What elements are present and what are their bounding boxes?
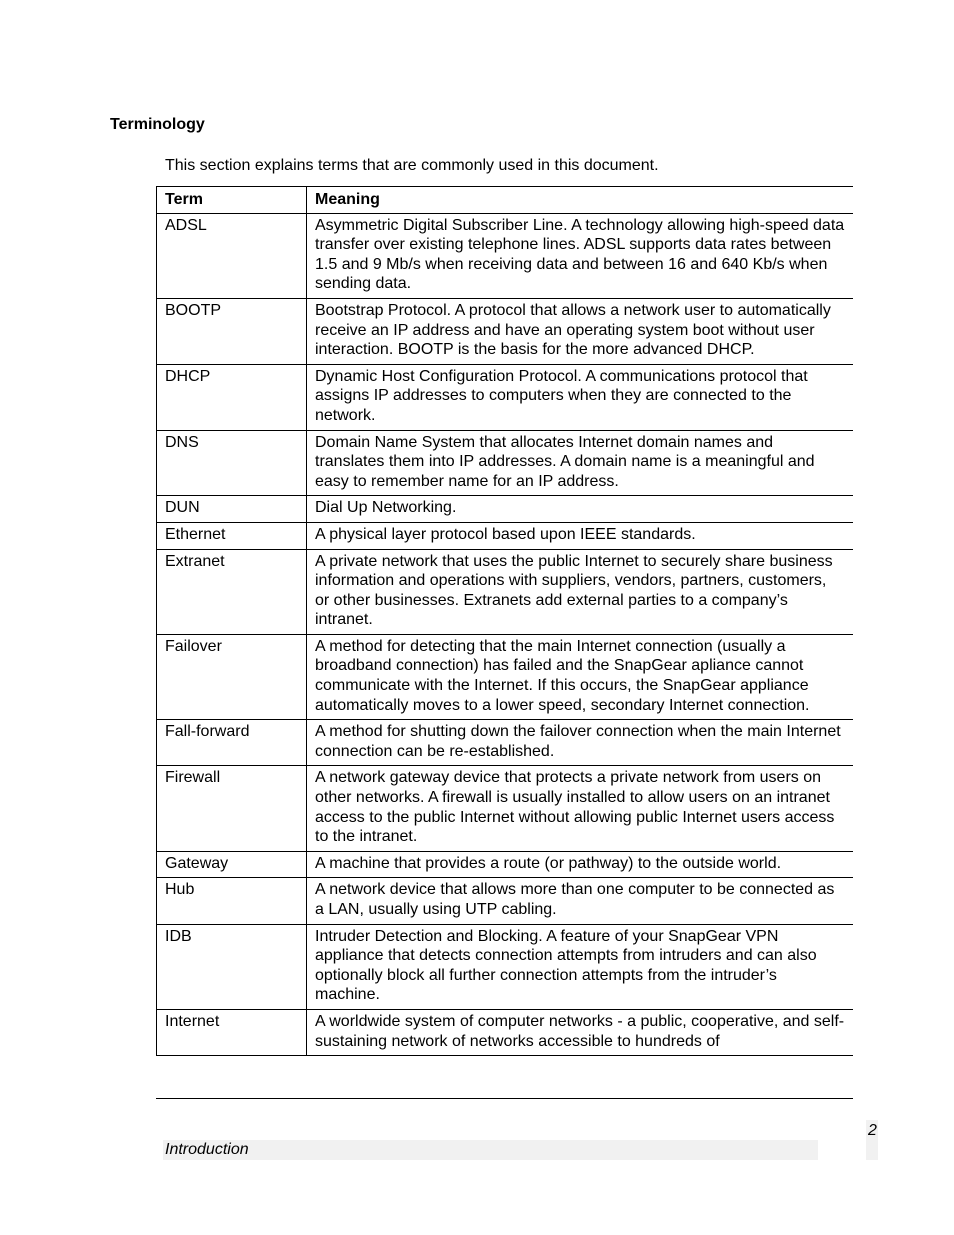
- term-cell: IDB: [157, 924, 307, 1009]
- meaning-cell: A method for shutting down the failover connection when the main Internet connection can be re-established.: [307, 720, 854, 766]
- table-row: [157, 720, 854, 766]
- table-row: [157, 213, 854, 298]
- footer-chapter: Introduction: [165, 1141, 249, 1158]
- page-number: 2: [868, 1122, 877, 1139]
- table-row: [157, 851, 854, 878]
- header-meaning: Meaning: [307, 187, 854, 214]
- term-cell: ADSL: [157, 213, 307, 298]
- term-cell: DUN: [157, 496, 307, 523]
- term-cell: Firewall: [157, 766, 307, 851]
- term-cell: Gateway: [157, 851, 307, 878]
- meaning-cell: A private network that uses the public Internet to securely share business information and operations with suppliers, vendors, partners, customers, or other businesses. Extranets add external parties to a company’s intranet.: [307, 549, 854, 634]
- terminology-table-container: [156, 186, 853, 1099]
- term-cell: Internet: [157, 1009, 307, 1055]
- meaning-cell: A network device that allows more than one computer to be connected as a LAN, usually using UTP cabling.: [307, 878, 854, 924]
- header-term: Term: [157, 187, 307, 214]
- table-row: [157, 522, 854, 549]
- table-row: [157, 364, 854, 430]
- meaning-cell: Bootstrap Protocol. A protocol that allows a network user to automatically receive an IP address and have an operating system boot without user interaction. BOOTP is the basis for the more advanced DHCP.: [307, 298, 854, 364]
- table-row: [157, 766, 854, 851]
- table-header-row: [157, 187, 854, 214]
- meaning-cell: Intruder Detection and Blocking. A feature of your SnapGear VPN appliance that detects connection attempts from intruders and can also optionally block all further connection attempts from the intruder’s machine.: [307, 924, 854, 1009]
- meaning-cell: A method for detecting that the main Internet connection (usually a broadband connection) has failed and the SnapGear apliance cannot communicate with the Internet. If this occurs, the SnapGear appliance automatically moves to a lower speed, secondary Internet connection.: [307, 634, 854, 719]
- table-row: [157, 496, 854, 523]
- section-intro: This section explains terms that are commonly used in this document.: [165, 157, 659, 174]
- term-cell: Extranet: [157, 549, 307, 634]
- table-row: [157, 878, 854, 924]
- table-row: [157, 634, 854, 719]
- term-cell: Hub: [157, 878, 307, 924]
- footer-bar: [163, 1140, 818, 1160]
- meaning-cell: Dynamic Host Configuration Protocol. A communications protocol that assigns IP addresses to computers when they are connected to the network.: [307, 364, 854, 430]
- meaning-cell: Dial Up Networking.: [307, 496, 854, 523]
- term-cell: Fall-forward: [157, 720, 307, 766]
- meaning-cell: A physical layer protocol based upon IEEE standards.: [307, 522, 854, 549]
- meaning-cell: Domain Name System that allocates Internet domain names and translates them into IP addresses. A domain name is a meaningful and easy to remember name for an IP address.: [307, 430, 854, 496]
- table-row: [157, 549, 854, 634]
- meaning-cell: A machine that provides a route (or pathway) to the outside world.: [307, 851, 854, 878]
- table-row: [157, 924, 854, 1009]
- table-row: [157, 430, 854, 496]
- section-title: Terminology: [110, 116, 205, 133]
- term-cell: BOOTP: [157, 298, 307, 364]
- term-cell: DHCP: [157, 364, 307, 430]
- meaning-cell: A network gateway device that protects a private network from users on other networks. A firewall is usually installed to allow users on an intranet access to the public Internet without allowing public Internet users access to the intranet.: [307, 766, 854, 851]
- meaning-cell: Asymmetric Digital Subscriber Line. A technology allowing high-speed data transfer over existing telephone lines. ADSL supports data rates between 1.5 and 9 Mb/s when receiving data and between 16 and 640 Kb/s when sending data.: [307, 213, 854, 298]
- term-cell: DNS: [157, 430, 307, 496]
- term-cell: Ethernet: [157, 522, 307, 549]
- table-row: [157, 298, 854, 364]
- terminology-table: [156, 186, 853, 1056]
- table-row: [157, 1009, 854, 1055]
- meaning-cell: A worldwide system of computer networks - a public, cooperative, and self-sustaining network of networks accessible to hundreds of: [307, 1009, 854, 1055]
- term-cell: Failover: [157, 634, 307, 719]
